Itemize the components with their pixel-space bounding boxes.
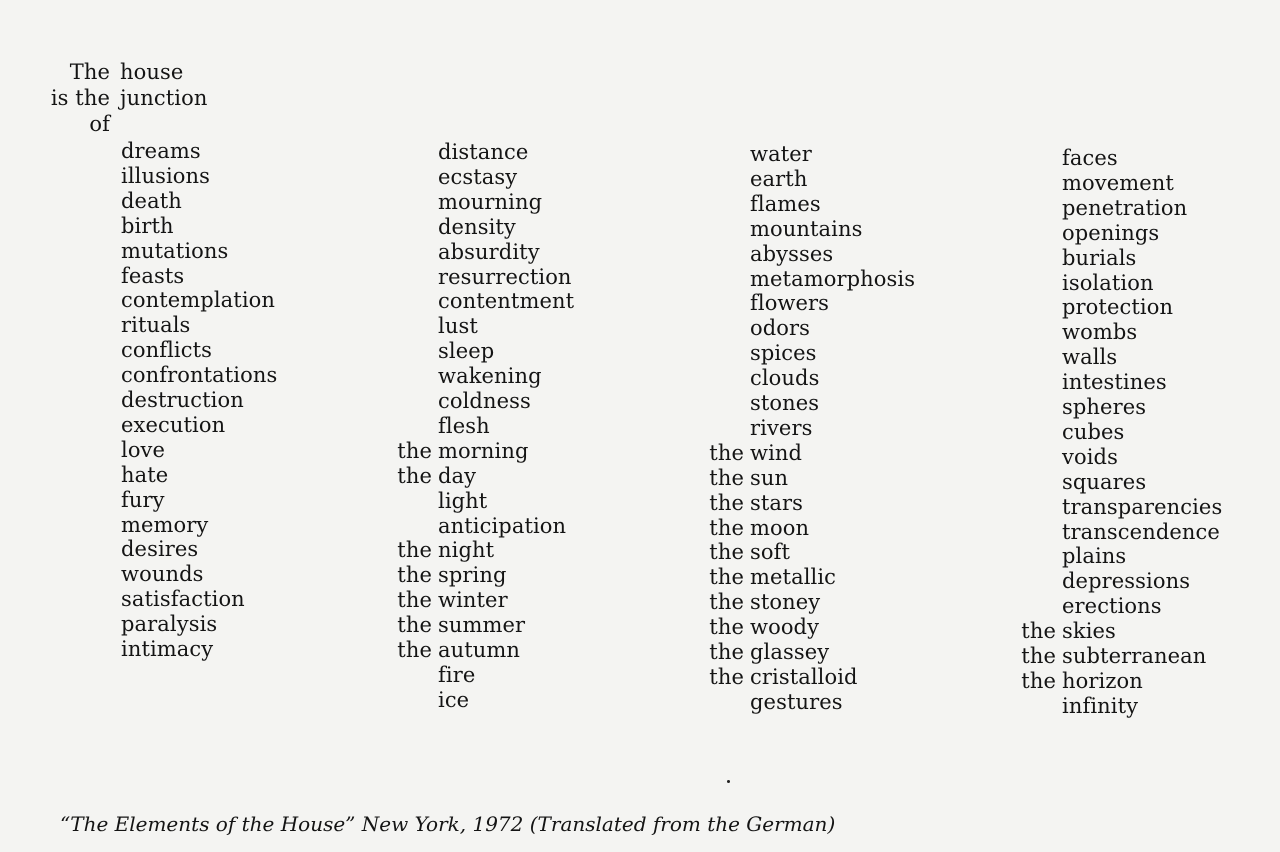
line-word: destruction — [121, 388, 244, 412]
line-word: moon — [750, 515, 810, 540]
line-word: metamorphosis — [750, 266, 916, 291]
line-word: memory — [121, 512, 209, 537]
line-word: winter — [438, 588, 508, 613]
poem-caption: “The Elements of the House” New York, 1972 (Translated from the German) — [60, 812, 836, 836]
line-article: the — [1021, 668, 1056, 693]
line-article: the — [709, 565, 744, 590]
line-article: the — [709, 664, 744, 689]
line-word: birth — [121, 213, 174, 238]
line-word: sun — [750, 465, 789, 490]
line-article: the — [709, 615, 744, 640]
line-word: stars — [750, 490, 804, 515]
line-word: density — [438, 214, 516, 239]
line-word: intimacy — [121, 637, 214, 661]
line-word: glassey — [750, 640, 830, 664]
line-word: conflicts — [121, 338, 213, 363]
line-word: wakening — [438, 364, 542, 389]
line-word: dreams — [121, 139, 201, 163]
line-word: spices — [750, 341, 817, 366]
line-word: burials — [1062, 245, 1137, 270]
line-article: the — [397, 563, 432, 588]
line-word: movement — [1062, 170, 1174, 195]
line-word: resurrection — [438, 264, 572, 289]
line-word: transcendence — [1062, 519, 1220, 544]
line-article: the — [397, 538, 432, 563]
line-word: gestures — [750, 689, 843, 714]
line-word: faces — [1062, 146, 1118, 170]
line-article: the — [709, 440, 744, 465]
line-word: day — [438, 463, 477, 488]
line-word: penetration — [1062, 195, 1188, 220]
line-word: illusions — [121, 163, 211, 188]
line-article: the — [397, 588, 432, 613]
line-word: skies — [1062, 619, 1116, 644]
line-word: abysses — [750, 241, 834, 266]
line-article: the — [709, 640, 744, 664]
line-word: erections — [1062, 594, 1162, 619]
line-article: the — [397, 613, 432, 638]
line-word: ice — [438, 687, 470, 712]
line-article: the — [1021, 644, 1056, 668]
line-word: protection — [1062, 295, 1174, 320]
line-article: the — [709, 490, 744, 515]
line-word: stones — [750, 391, 820, 415]
line-word: squares — [1062, 469, 1147, 494]
line-word: fury — [121, 487, 165, 512]
line-word: mourning — [438, 189, 543, 214]
line-word: cristalloid — [750, 664, 858, 689]
line-word: execution — [121, 412, 226, 437]
line-word: spheres — [1062, 395, 1147, 419]
line-word: subterranean — [1062, 644, 1207, 668]
line-word: rivers — [750, 415, 813, 440]
line-word: fire — [438, 662, 476, 687]
line-article: the — [397, 638, 432, 662]
line-word: isolation — [1062, 270, 1154, 295]
line-word: love — [121, 437, 166, 462]
line-article: the — [397, 438, 432, 463]
line-word: morning — [438, 438, 529, 463]
line-word: confrontations — [121, 363, 278, 388]
line-word: soft — [750, 540, 791, 565]
line-word: house — [120, 60, 184, 84]
line-word: contentment — [438, 289, 575, 314]
line-word: light — [438, 488, 488, 513]
line-word: rituals — [121, 313, 191, 338]
line-article: is the — [50, 85, 110, 110]
line-word: coldness — [438, 389, 531, 413]
line-article: the — [709, 465, 744, 490]
line-article: the — [709, 540, 744, 565]
line-word: voids — [1062, 444, 1118, 469]
line-word: odors — [750, 316, 811, 341]
line-word: depressions — [1062, 569, 1191, 594]
line-word: desires — [121, 537, 199, 562]
line-word: metallic — [750, 565, 837, 590]
line-word: mutations — [121, 238, 229, 263]
line-word: mountains — [750, 216, 863, 241]
line-word: cubes — [1062, 419, 1125, 444]
line-word: earth — [750, 166, 808, 191]
line-word: night — [438, 538, 495, 563]
line-word: paralysis — [121, 612, 218, 637]
line-word: satisfaction — [121, 587, 245, 612]
line-article: The — [69, 60, 110, 84]
line-word: intestines — [1062, 370, 1167, 395]
line-word: transparencies — [1062, 494, 1223, 519]
line-word: horizon — [1062, 668, 1143, 693]
line-word: feasts — [121, 263, 185, 288]
line-word: autumn — [438, 638, 521, 662]
line-article: the — [397, 463, 432, 488]
line-word: sleep — [438, 339, 495, 364]
line-word: summer — [438, 613, 526, 638]
line-word: hate — [121, 462, 169, 487]
line-article: the — [1021, 619, 1056, 644]
line-word: openings — [1062, 220, 1160, 245]
line-word: distance — [438, 140, 529, 164]
line-word: clouds — [750, 366, 820, 391]
line-word: anticipation — [438, 513, 567, 538]
line-word: flesh — [438, 413, 490, 438]
stray-dot — [727, 780, 730, 783]
line-word: junction — [120, 85, 208, 110]
line-word: wind — [750, 440, 803, 465]
line-article: of — [89, 111, 110, 136]
line-word: woody — [750, 615, 820, 640]
line-word: wombs — [1062, 320, 1138, 345]
line-word: absurdity — [438, 239, 540, 264]
line-word: spring — [438, 563, 507, 588]
line-article: the — [709, 515, 744, 540]
line-article: the — [709, 590, 744, 615]
line-word: flames — [750, 191, 821, 216]
line-word: stoney — [750, 590, 821, 615]
line-word: flowers — [750, 291, 830, 316]
line-word: lust — [438, 314, 478, 339]
line-word: wounds — [121, 562, 204, 587]
line-word: ecstasy — [438, 164, 518, 189]
line-word: water — [750, 142, 812, 166]
line-word: contemplation — [121, 288, 276, 313]
line-word: death — [121, 188, 182, 213]
line-word: infinity — [1062, 693, 1139, 718]
line-word: walls — [1062, 345, 1118, 370]
line-word: plains — [1062, 544, 1127, 569]
